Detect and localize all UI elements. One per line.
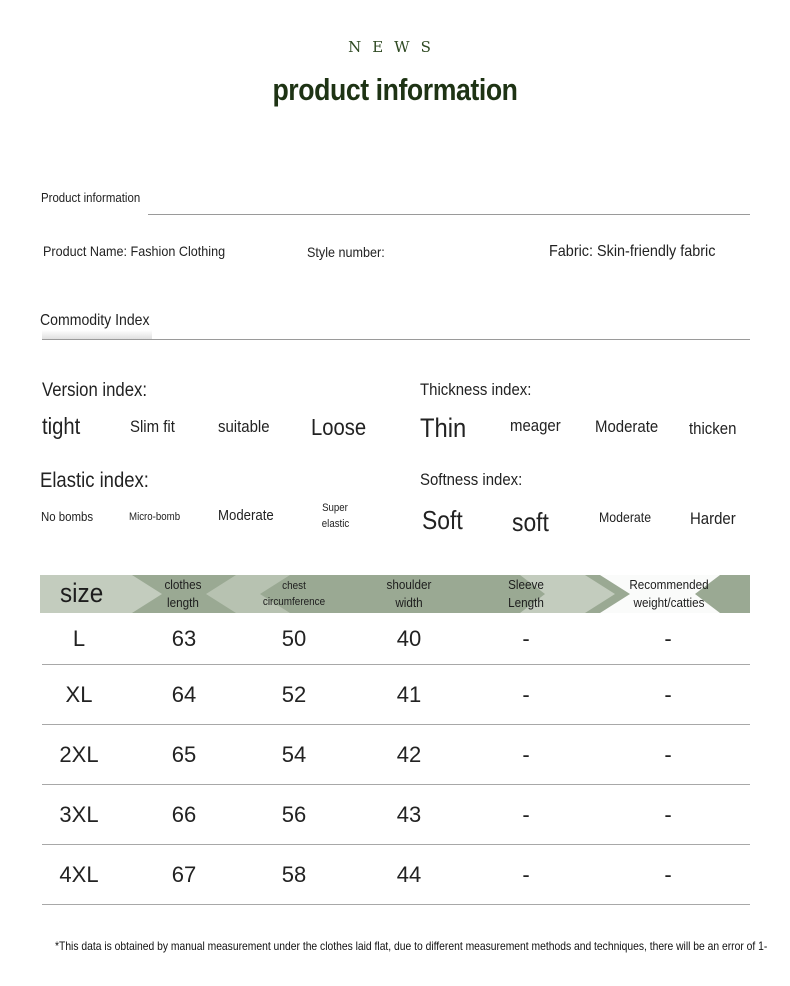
cell-size: 3XL <box>59 802 99 827</box>
softness-option-moderate: Moderate <box>599 509 652 525</box>
header-size: size <box>60 578 104 608</box>
style-number: Style number: <box>307 244 385 260</box>
elastic-option-elastic: elastic <box>321 518 350 530</box>
header-shoulder-line2: width <box>395 595 423 610</box>
cell-sleeve: - <box>522 682 530 707</box>
thickness-option-meager: meager <box>510 416 561 435</box>
softness-option-harder: Harder <box>690 509 736 528</box>
thickness-option-thicken: thicken <box>689 419 737 438</box>
cell-size: XL <box>65 682 93 707</box>
cell-length: 65 <box>171 742 197 767</box>
softness-option-soft: Soft <box>422 505 463 535</box>
product-info-divider <box>148 214 750 215</box>
header-shoulder-line1: shoulder <box>386 577 432 592</box>
version-option-slim-fit: Slim fit <box>130 417 175 436</box>
cell-length: 64 <box>171 682 197 707</box>
cell-weight: - <box>664 802 672 827</box>
cell-chest: 50 <box>281 626 307 651</box>
cell-sleeve: - <box>522 742 530 767</box>
elastic-option-micro-bomb: Micro-bomb <box>129 511 181 523</box>
product-info-label: Product information <box>41 190 141 205</box>
cell-size: 2XL <box>59 742 99 767</box>
cell-chest: 52 <box>281 682 307 707</box>
commodity-index-label: Commodity Index <box>40 312 150 329</box>
cell-shoulder: 44 <box>396 862 422 887</box>
version-option-loose: Loose <box>311 414 367 440</box>
thickness-option-thin: Thin <box>420 413 467 443</box>
cell-length: 66 <box>171 802 197 827</box>
cell-chest: 58 <box>281 862 307 887</box>
cell-chest: 54 <box>281 742 307 767</box>
cell-length: 67 <box>171 862 197 887</box>
header-chest-line2: circumference <box>262 596 326 608</box>
header-clothes-length <box>147 575 219 613</box>
cell-shoulder: 41 <box>396 682 422 707</box>
cell-shoulder: 43 <box>396 802 422 827</box>
row-divider <box>42 904 750 905</box>
table-row <box>42 725 750 785</box>
version-option-suitable: suitable <box>218 417 270 436</box>
cell-shoulder: 40 <box>396 626 422 651</box>
header-chest-line1: chest <box>282 580 306 592</box>
cell-weight: - <box>664 742 672 767</box>
header-sleeve-line2: Length <box>508 595 544 610</box>
header-clothes-length-line1: clothes <box>164 577 202 592</box>
header-clothes-length-line2: length <box>167 595 199 610</box>
elastic-option-moderate: Moderate <box>218 507 274 524</box>
header-recommended-weight <box>611 575 728 613</box>
header-sleeve-line1: Sleeve <box>508 577 544 592</box>
cell-size: L <box>72 626 86 651</box>
table-row <box>42 665 750 725</box>
header-weight-line2: weight/catties <box>633 595 705 610</box>
elastic-option-no-bombs: No bombs <box>41 509 94 524</box>
measurement-footnote: *This data is obtained by manual measurement under the clothes laid flat, due to different measurement methods and techniques, there will be an error of 1- <box>55 939 768 953</box>
cell-sleeve: - <box>522 862 530 887</box>
softness-option-soft-lower: soft <box>512 507 549 537</box>
table-row <box>42 845 750 905</box>
table-row <box>42 785 750 845</box>
header-shoulder-width <box>373 575 445 613</box>
thickness-option-moderate: Moderate <box>595 417 659 436</box>
header-weight-line1: Recommended <box>629 577 709 592</box>
fabric: Fabric: Skin-friendly fabric <box>549 243 716 260</box>
cell-weight: - <box>664 626 672 651</box>
cell-shoulder: 42 <box>396 742 422 767</box>
table-row <box>42 613 750 665</box>
commodity-divider <box>42 339 750 340</box>
version-index-title: Version index: <box>42 380 148 401</box>
cell-weight: - <box>664 682 672 707</box>
elastic-index-title: Elastic index: <box>40 469 149 492</box>
header-sleeve-length <box>490 575 562 613</box>
cell-sleeve: - <box>522 626 530 651</box>
cell-size: 4XL <box>59 862 99 887</box>
cell-sleeve: - <box>522 802 530 827</box>
cell-weight: - <box>664 862 672 887</box>
elastic-option-super: Super <box>322 502 348 514</box>
header-chest-circumference <box>249 575 339 613</box>
thickness-index-title: Thickness index: <box>420 380 532 399</box>
cell-length: 63 <box>171 626 197 651</box>
page-title: product information <box>272 72 518 107</box>
softness-index-title: Softness index: <box>420 470 523 489</box>
news-heading: NEWS <box>348 38 442 56</box>
product-name: Product Name: Fashion Clothing <box>43 243 226 259</box>
cell-chest: 56 <box>281 802 307 827</box>
version-option-tight: tight <box>42 413 81 439</box>
